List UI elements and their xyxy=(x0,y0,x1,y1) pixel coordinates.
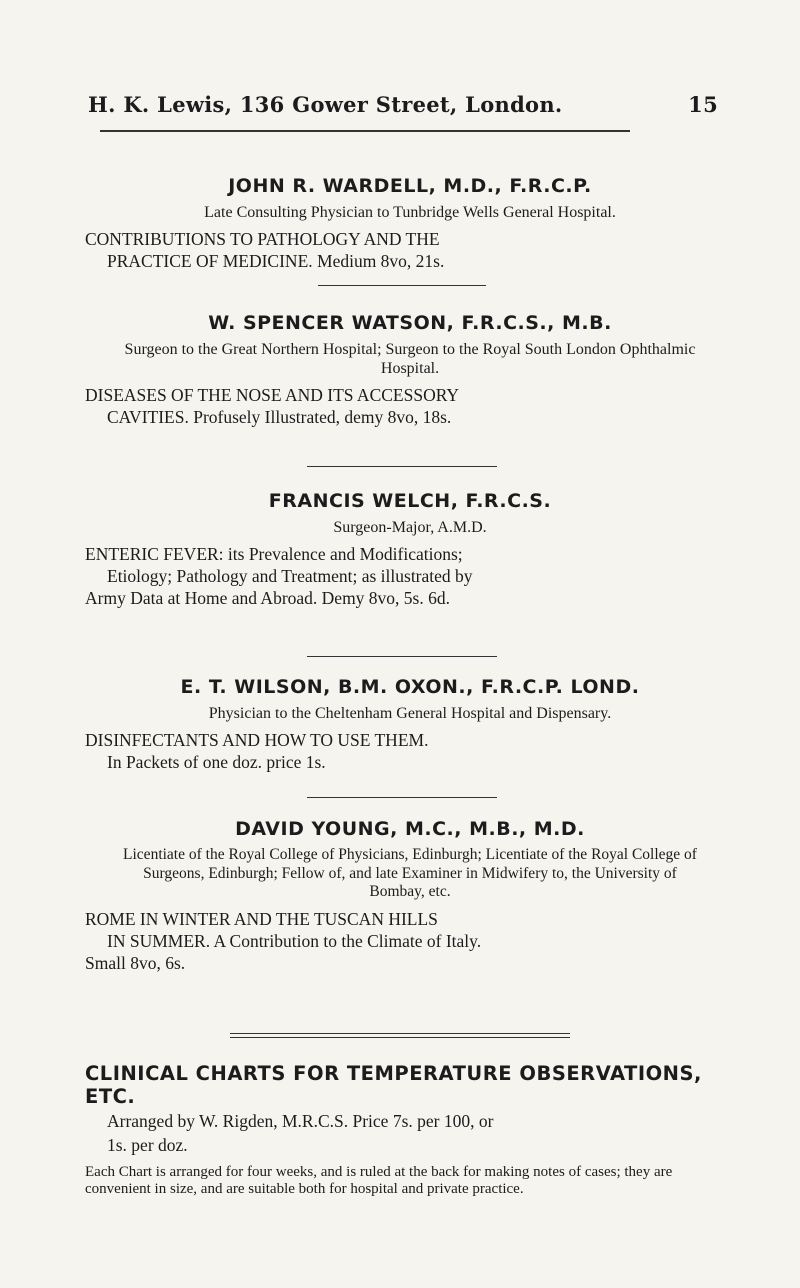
title-line: CONTRIBUTIONS TO PATHOLOGY AND THE xyxy=(85,229,440,249)
page-number: 15 xyxy=(688,92,718,117)
author-name: DAVID YOUNG, M.C., M.B., M.D. xyxy=(235,818,585,840)
title-line: In Packets of one doz. price 1s. xyxy=(107,752,326,772)
title-line: CAVITIES. Profusely Illustrated, demy 8vo, 18s. xyxy=(107,407,452,427)
author-name: JOHN R. WARDELL, M.D., F.R.C.P. xyxy=(228,175,592,197)
title-line: ROME IN WINTER AND THE TUSCAN HILLS xyxy=(85,908,438,929)
entry-young xyxy=(85,818,735,974)
title-line: DISEASES OF THE NOSE AND ITS ACCESSORY xyxy=(85,385,460,405)
double-divider xyxy=(230,1033,570,1041)
author-affiliation: Surgeon to the Great Northern Hospital; Surgeon to the Royal South London Ophthalmic Hospital. xyxy=(124,341,696,377)
title-line: ENTERIC FEVER: its Prevalence and Modifications; xyxy=(85,544,463,564)
author-affiliation: Physician to the Cheltenham General Hospital and Dispensary. xyxy=(208,705,612,722)
header-title: H. K. Lewis, 136 Gower Street, London. xyxy=(88,92,563,117)
book-title xyxy=(85,908,735,974)
author-affiliation: Licentiate of the Royal College of Physicians, Edinburgh; Licentiate of the Royal College of Surgeons, Edinburgh; Fellow of, and late Examiner in Midwifery to, the University of Bombay, etc. xyxy=(123,846,697,900)
book-title xyxy=(85,384,735,428)
running-header xyxy=(88,92,718,117)
charts-heading: CLINICAL CHARTS FOR TEMPERATURE OBSERVATIONS, ETC. xyxy=(85,1062,702,1108)
title-line: DISINFECTANTS AND HOW TO USE THEM. xyxy=(85,730,429,750)
author-name: W. SPENCER WATSON, F.R.C.S., M.B. xyxy=(208,312,612,334)
book-title xyxy=(85,228,735,272)
entry-clinical-charts xyxy=(85,1062,735,1198)
title-line: Army Data at Home and Abroad. Demy 8vo, 5s. 6d. xyxy=(85,588,450,608)
entry-watson xyxy=(85,312,735,428)
charts-price-line: Arranged by W. Rigden, M.R.C.S. Price 7s. per 100, or xyxy=(107,1111,494,1131)
author-affiliation: Surgeon-Major, A.M.D. xyxy=(333,519,487,536)
title-line: PRACTICE OF MEDICINE. Medium 8vo, 21s. xyxy=(107,251,445,271)
section-divider xyxy=(307,797,497,798)
entry-wilson xyxy=(85,676,735,773)
entry-wardell xyxy=(85,175,735,272)
title-line: Small 8vo, 6s. xyxy=(85,952,186,973)
book-title xyxy=(85,543,735,609)
section-divider xyxy=(318,285,486,286)
author-name: E. T. WILSON, B.M. OXON., F.R.C.P. LOND. xyxy=(180,676,640,698)
section-divider xyxy=(307,656,497,657)
charts-note: Each Chart is arranged for four weeks, and is ruled at the back for making notes of cases; they are convenient in size, and are suitable both for hospital and private practice. xyxy=(85,1164,673,1197)
author-name: FRANCIS WELCH, F.R.C.S. xyxy=(268,490,552,512)
author-affiliation: Late Consulting Physician to Tunbridge Wells General Hospital. xyxy=(204,204,616,221)
entry-welch xyxy=(85,490,735,609)
charts-price-line: 1s. per doz. xyxy=(107,1135,188,1155)
title-line: IN SUMMER. A Contribution to the Climate of Italy. xyxy=(107,930,482,951)
header-rule xyxy=(100,130,630,132)
title-line: Etiology; Pathology and Treatment; as illustrated by xyxy=(107,566,473,586)
section-divider xyxy=(307,466,497,467)
book-title xyxy=(85,729,735,773)
